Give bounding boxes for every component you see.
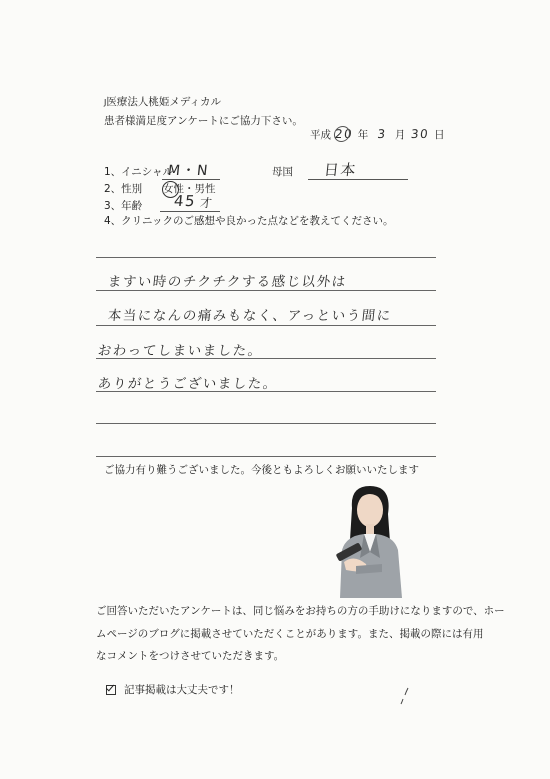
answer-rule-6 (96, 423, 436, 424)
age-field[interactable] (160, 192, 220, 212)
corporation-mark: J (104, 98, 107, 107)
answer-line-1: ますい時のチクチクする感じ以外は (106, 274, 348, 290)
answer-line-3: おわってしまいました。 (96, 343, 264, 359)
date-day: 30 (409, 127, 430, 141)
notice-line-3: なコメントをつけさせていただきます。 (96, 650, 285, 662)
gender-label: 2、性別 (104, 183, 143, 195)
thanks-message: ご協力有り難うございました。今後ともよろしくお願いいたします (104, 464, 419, 476)
initial-value: M・N (167, 163, 210, 179)
receptionist-illustration (322, 480, 418, 598)
answer-rule-7 (96, 456, 436, 457)
consent-row[interactable] (106, 683, 240, 697)
country-field[interactable] (308, 160, 408, 180)
initial-label: 1、イニシャル (104, 166, 174, 178)
date-line: 平成 20 年 3 月 30 日 (310, 127, 445, 141)
consent-label: 記事掲載は大丈夫です！ (124, 684, 240, 696)
notice-line-2: ムページのブログに掲載させていただくことがあります。また、掲載の際には有用 (96, 628, 484, 640)
answer-line-2: 本当になんの痛みもなく、アっという間に (106, 308, 393, 324)
initial-field[interactable] (162, 160, 220, 180)
date-year: 20 (334, 127, 355, 141)
country-value: 日本 (323, 161, 358, 179)
answer-rule-3 (96, 325, 436, 326)
pen-mark (398, 686, 412, 706)
consent-checkbox[interactable] (106, 685, 116, 695)
org-name: J医療法人桃姫メディカル (104, 96, 222, 108)
answer-rule-2 (96, 290, 436, 291)
answer-rule-1 (96, 257, 436, 258)
date-era: 平成 (310, 129, 331, 141)
date-month: 3 (376, 127, 387, 141)
age-unit: 才 (199, 196, 215, 210)
country-label: 母国 (272, 166, 293, 178)
answer-line-4: ありがとうございました。 (96, 376, 279, 392)
gender-options[interactable]: 女性・男性 (163, 182, 216, 196)
notice-line-1: ご回答いただいたアンケートは、同じ悩みをお持ちの方の手助けになりますので、ホー (96, 605, 505, 617)
survey-subtitle: 患者様満足度アンケートにご協力下さい。 (104, 115, 303, 127)
age-value: 45 (173, 192, 198, 210)
question-4: 4、クリニックのご感想や良かった点などを教えてください。 (104, 215, 394, 227)
age-label: 3、年齢 (104, 200, 143, 212)
